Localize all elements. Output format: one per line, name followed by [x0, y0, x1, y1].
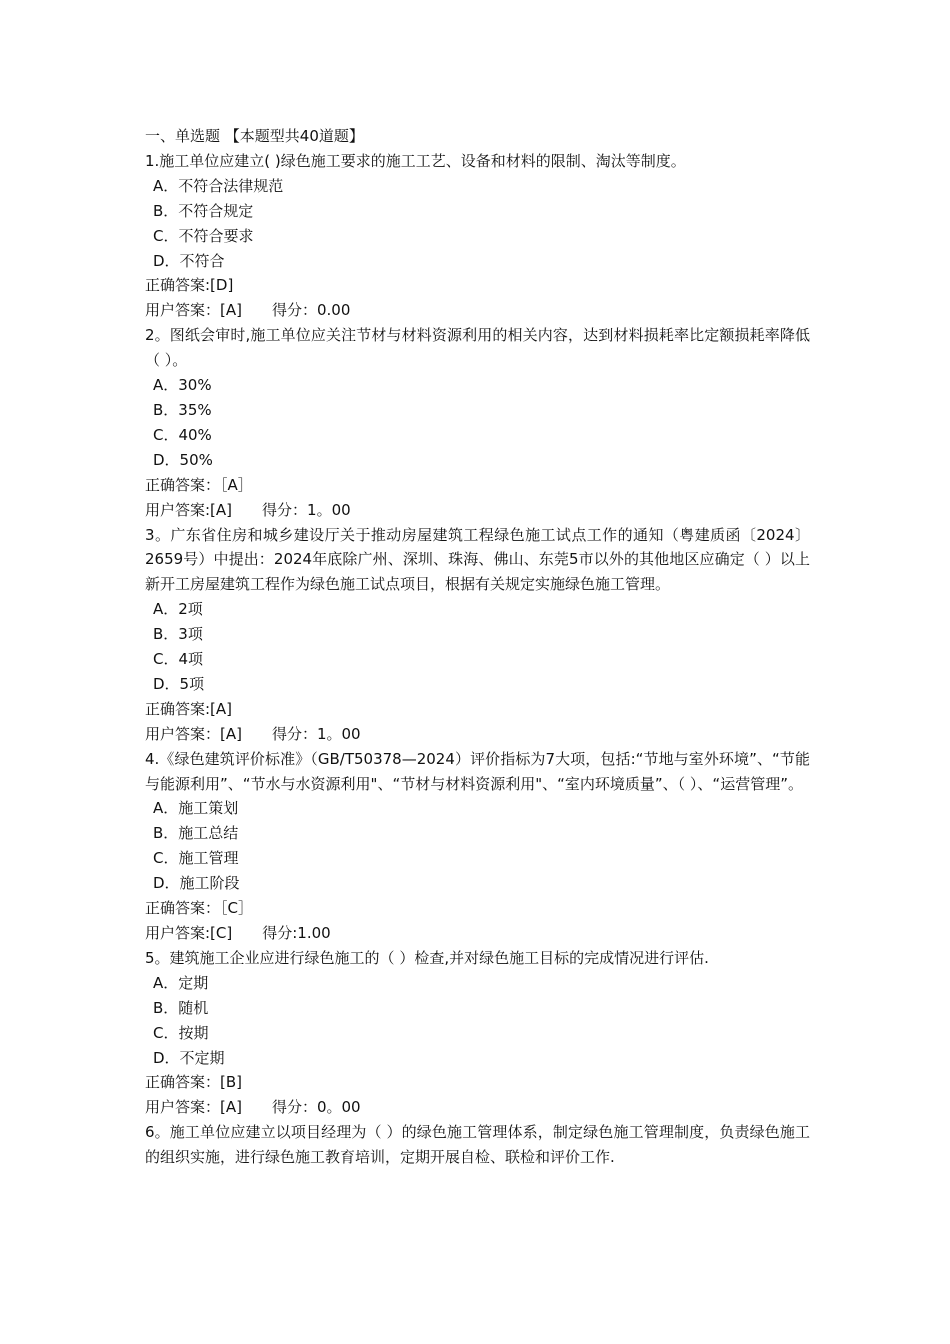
option-a: A．施工策划 — [153, 799, 239, 818]
option-a: A．定期 — [153, 973, 209, 992]
correct-answer: 正确答案：[B] — [145, 1073, 242, 1092]
user-answer-row — [145, 722, 810, 747]
question-2 — [145, 323, 810, 522]
option-b: B．施工总结 — [153, 824, 239, 843]
user-answer: 用户答案：[A] — [145, 724, 242, 743]
score: 得分：1。00 — [262, 500, 351, 519]
question-5 — [145, 946, 810, 1120]
score: 得分：1。00 — [271, 724, 361, 743]
user-answer-row — [145, 498, 810, 523]
option-a: A．2项 — [153, 600, 203, 619]
exam-document — [145, 124, 810, 1170]
option-b: B．35% — [153, 400, 212, 419]
option-d: D．5项 — [153, 674, 205, 693]
option-b: B．3项 — [153, 625, 203, 644]
question-stem: 2。图纸会审时,施工单位应关注节材与材料资源利用的相关内容，达到材料损耗率比定额损耗率降低（ ）。 — [145, 326, 810, 370]
user-answer: 用户答案:[C] — [145, 924, 233, 942]
user-answer: 用户答案:[A] — [145, 500, 233, 519]
option-c: C．按期 — [153, 1023, 209, 1042]
score: 得分:1.00 — [262, 924, 331, 942]
option-c: C．40% — [153, 425, 212, 444]
question-stem: 6。施工单位应建立以项目经理为（ ）的绿色施工管理体系，制定绿色施工管理制度，负责绿色施工的组织实施，进行绿色施工教育培训，定期开展自检、联检和评价工作. — [145, 1123, 810, 1167]
question-stem: 5。建筑施工企业应进行绿色施工的（ ）检查,并对绿色施工目标的完成情况进行评估. — [145, 948, 709, 967]
option-b: B．不符合规定 — [153, 201, 254, 220]
question-4 — [145, 747, 810, 946]
user-answer-row — [145, 921, 810, 946]
question-stem: 4.《绿色建筑评价标准》（GB/T50378—2024）评价指标为7大项，包括:“节地与室外环境”、“节能与能源利用”、“节水与水资源利用"、“节材与材料资源利用"、“室内环境质量”、（ ）、“运营管理”。 — [145, 749, 810, 793]
option-c: C．施工管理 — [153, 849, 239, 868]
option-c: C．4项 — [153, 650, 204, 669]
option-c: C．不符合要求 — [153, 226, 254, 245]
correct-answer: 正确答案：［A］ — [145, 475, 253, 494]
option-d: D．不定期 — [153, 1048, 225, 1067]
score: 得分：0.00 — [271, 301, 351, 320]
user-answer: 用户答案：[A] — [145, 1098, 242, 1117]
correct-answer: 正确答案:[D] — [145, 276, 234, 295]
option-d: D．施工阶段 — [153, 874, 240, 893]
question-stem: 3。广东省住房和城乡建设厅关于推动房屋建筑工程绿色施工试点工作的通知（粤建质函〔2024〕2659号）中提出：2024年底除广州、深圳、珠海、佛山、东莞5市以外的其他地区应确定（ ）以上新开工房屋建筑工程作为绿色施工试点项目，根据有关规定实施绿色施工管理。 — [145, 525, 810, 594]
correct-answer: 正确答案：［C］ — [145, 899, 253, 918]
user-answer-row — [145, 298, 810, 323]
section-title: 一、单选题 【本题型共40道题】 — [145, 127, 364, 145]
question-stem: 1.施工单位应建立( )绿色施工要求的施工工艺、设备和材料的限制、淘汰等制度。 — [145, 151, 686, 170]
option-d: D．50% — [153, 450, 213, 469]
user-answer-row — [145, 1095, 810, 1120]
user-answer: 用户答案：[A] — [145, 301, 242, 320]
correct-answer: 正确答案:[A] — [145, 699, 233, 718]
question-6 — [145, 1120, 810, 1170]
question-3 — [145, 523, 810, 747]
question-1 — [145, 149, 810, 323]
option-a: A．不符合法律规范 — [153, 176, 284, 195]
option-a: A．30% — [153, 376, 212, 395]
option-b: B．随机 — [153, 998, 209, 1017]
score: 得分：0。00 — [271, 1098, 361, 1117]
option-d: D．不符合 — [153, 251, 225, 270]
